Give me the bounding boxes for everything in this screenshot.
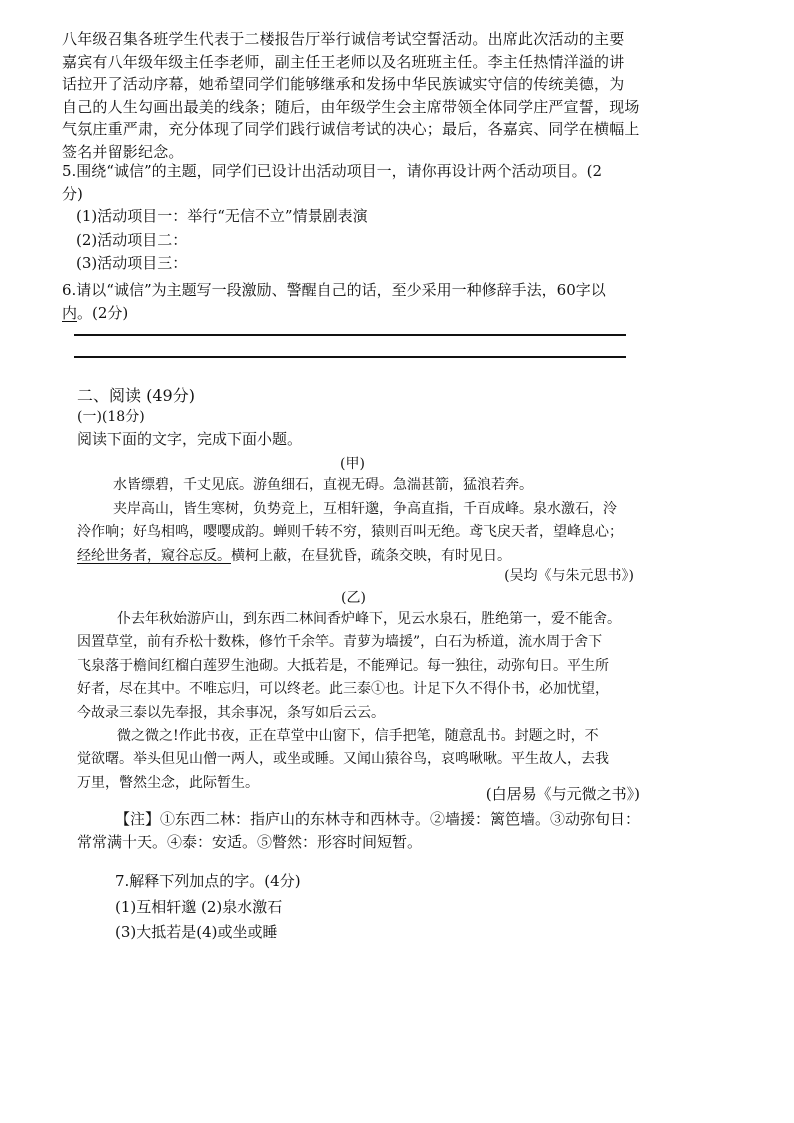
intro-line: 嘉宾有八年级年级主任李老师，副主任王老师以及名班班主任。李主任热情洋溢的讲 xyxy=(62,52,625,71)
underlined-sentence: 经纶世务者，窥谷忘反。 xyxy=(77,547,231,564)
passage-yi-line: 好者，尽在其中。不唯忘归，可以终老。此三泰①也。计足下久不得仆书，必加忧望， xyxy=(77,681,609,698)
passage-jia xyxy=(77,474,637,568)
subsection-title: (一)(18分) xyxy=(77,409,145,425)
intro-paragraph xyxy=(62,28,642,163)
passage-jia-p2-tail: 横柯上蔽，在昼犹昏，疏条交映，有时见日。 xyxy=(231,547,511,564)
question-5-stem-cont: 分) xyxy=(62,184,83,203)
activity-item-2: (2)活动项目二： xyxy=(76,230,188,249)
intro-line: 话拉开了活动序幕，她希望同学们能够继承和发扬中华民族诚实守信的传统美德，为 xyxy=(62,75,625,93)
passage-jia-source: (吴均《与朱元思书》) xyxy=(504,568,634,584)
question-6-stem: 6.请以“诚信”为主题写一段激励、警醒自己的话，至少采用一种修辞手法，60字以 xyxy=(62,281,606,299)
passage-jia-p2-line: 泠作响；好鸟相鸣，嘤嘤成韵。蝉则千转不穷，猿则百叫无绝。鸢飞戾天者，望峰息心； xyxy=(77,524,623,540)
answer-line-2[interactable] xyxy=(74,356,626,358)
passage-yi-line: 万里，瞥然尘念，此际暂生。 xyxy=(77,774,259,791)
activity-item-1: (1)活动项目一：举行“无信不立”情景剧表演 xyxy=(76,207,368,225)
section-title: 二、阅读 (49分) xyxy=(77,386,195,405)
passage-yi-line: 仆去年秋始游庐山，到东西二林间香炉峰下，见云水泉石，胜绝第一，爱不能舍。 xyxy=(117,611,621,627)
underlined-text: 内 xyxy=(62,303,78,322)
passage-yi-line: 微之微之!作此书夜，正在草堂中山窗下，信手把笔，随意乱书。封题之时，不 xyxy=(117,728,599,745)
question-5-stem: 5.围绕“诚信”的主题，同学们已设计出活动项目一，请你再设计两个活动项目。(2 xyxy=(62,162,603,180)
question-6-stem-cont xyxy=(62,302,642,325)
question-7 xyxy=(115,869,635,946)
passage-yi-line: 飞泉落于檐间红榴白莲罗生池砌。大抵若是，不能殚记。每一独往，动弥旬日。平生所 xyxy=(77,657,609,674)
intro-line: 气氛庄重严肃，充分体现了同学们践行诚信考试的决心；最后，各嘉宾、同学在横幅上 xyxy=(62,120,640,138)
passage-yi-line: 因置草堂，前有乔松十数株，修竹千余竿。青萝为墙援”，白石为桥道，流水周于舍下 xyxy=(77,634,603,651)
activity-item-3: (3)活动项目三： xyxy=(76,254,188,272)
question-7-row: (1)互相轩邈 (2)泉水激石 xyxy=(115,897,283,916)
answer-line-1[interactable] xyxy=(74,334,626,336)
question-7-stem: 7.解释下列加点的字。(4分) xyxy=(115,872,301,890)
note-line: 【注】①东西二林：指庐山的东林寺和西林寺。②墙援：篱笆墙。③动弥旬日： xyxy=(115,810,641,828)
passage-jia-p1: 水皆缥碧，千丈见底。游鱼细石，直视无碍。急湍甚箭，猛浪若奔。 xyxy=(113,477,533,493)
intro-line: 八年级召集各班学生代表于二楼报告厅举行诚信考试空誓活动。出席此次活动的主要 xyxy=(62,30,625,48)
note-line: 常常满十天。④泰：安适。⑤瞥然：形容时间短暂。 xyxy=(77,833,423,851)
passage-yi-line: 觉欲曙。举头但见山僧一两人，或坐或睡。又闻山猿谷鸟，哀鸣啾啾。平生故人，去我 xyxy=(77,751,609,768)
intro-line: 签名并留影纪念。 xyxy=(62,142,184,161)
passage-yi-line: 今故录三泰以先奉报，其余事况，条写如后云云。 xyxy=(77,704,385,721)
passage-yi-title: (乙) xyxy=(341,590,366,606)
intro-line: 自己的人生勾画出最美的线条；随后，由年级学生会主席带领全体同学庄严宣誓，现场 xyxy=(62,97,640,116)
question-5 xyxy=(62,160,642,276)
reading-instruction: 阅读下面的文字，完成下面小题。 xyxy=(77,430,303,448)
passage-jia-p2-line: 夹岸高山，皆生寒树，负势竞上，互相轩邈，争高直指，千百成峰。泉水激石，泠 xyxy=(113,500,617,517)
annotation-note xyxy=(77,808,647,854)
passage-yi xyxy=(77,608,637,795)
passage-yi-source: (白居易《与元微之书》) xyxy=(485,785,640,803)
passage-jia-title: (甲) xyxy=(340,456,365,472)
question-7-row: (3)大抵若是(4)或坐或睡 xyxy=(115,923,278,941)
question-6 xyxy=(62,279,642,324)
question-6-points: 。(2分) xyxy=(77,303,129,322)
